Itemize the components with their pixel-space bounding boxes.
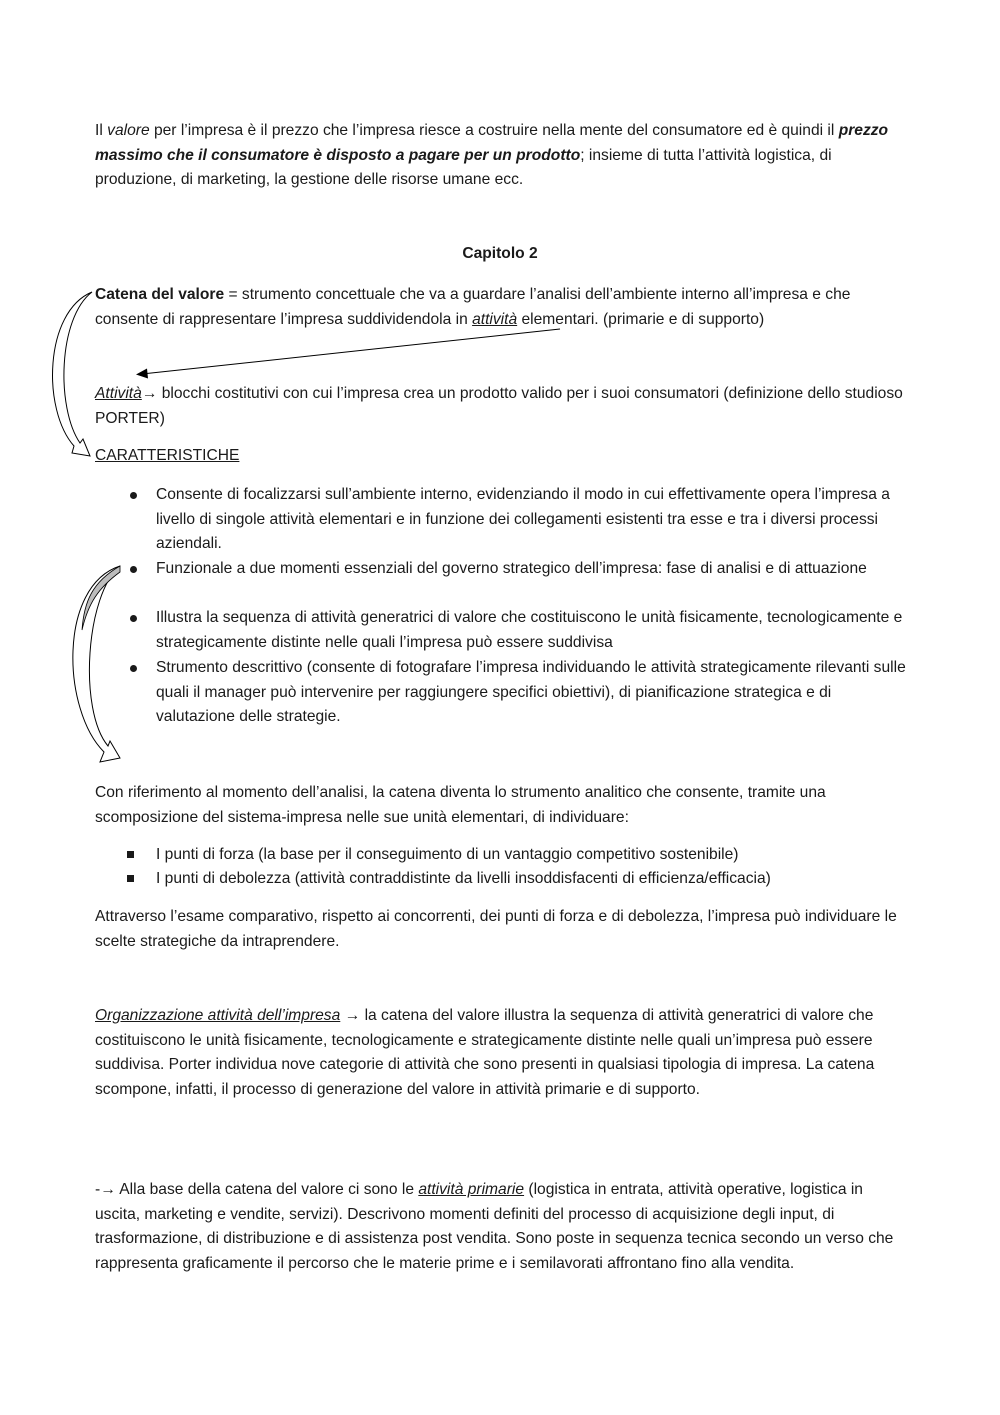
attivita-term: Attività <box>95 385 142 402</box>
catena-text-2: elementari. (primarie e di supporto) <box>517 310 765 328</box>
organizzazione-text: la catena del valore illustra la sequenza di attività generatrici di valore che costituiscono le unità fisicamente, tecnologicamente e strategicamente distinte nelle quali un’impresa può essere suddivisa. Porter individua nove categorie di attività che sono presenti in qualsiasi tipologia di impresa. La catena scompone, infatti, il processo di generazione del valore in attività primarie e di supporto. <box>95 1007 875 1098</box>
primarie-lead: -→ Alla base della catena del valore ci sono le <box>95 1181 419 1198</box>
catena-attivita-word: attività <box>472 310 518 328</box>
intro-text-1: Il <box>95 122 108 139</box>
analisi-paragraph: Con riferimento al momento dell’analisi, la catena diventa lo strumento analitico che consente, tramite una scomposizione del sistema-impresa nelle sue unità elementari, di individuare: <box>95 784 826 826</box>
catena-text-1: = strumento concettuale che va a guardare l’analisi dell’ambiente interno all’impresa e che consente di rappresentare l’impresa suddividendola in <box>95 286 851 328</box>
curved-arrow-icon <box>73 566 120 762</box>
esame-paragraph: Attraverso l’esame comparativo, rispetto ai concorrenti, dei punti di forza e di debolezza, l’impresa può individuare le scelte strategiche da intraprendere. <box>95 908 897 950</box>
organizzazione-term: Organizzazione attività dell’impresa <box>95 1007 341 1024</box>
attivita-text: blocchi costitutivi con cui l’impresa crea un prodotto valido per i suoi consumatori (definizione dello studioso PORTER) <box>95 385 903 427</box>
intro-valore-word: valore <box>107 122 150 139</box>
list-item: I punti di debolezza (attività contraddistinte da livelli insoddisfacenti di efficienza/efficacia) <box>156 870 771 887</box>
primarie-text: (logistica in entrata, attività operative, logistica in uscita, marketing e vendite, servizi). Descrivono momenti definiti del processo di acquisizione degli input, di trasformazione, di distribuzione e di assistenza post vendita. Sono poste in sequenza tecnica secondo un verso che rappresenta graficamente il percorso che le materie prime e i semilavorati affrontano fino alla vendita. <box>95 1181 894 1272</box>
list-item: I punti di forza (la base per il conseguimento di un vantaggio competitivo sostenibile) <box>156 846 739 863</box>
right-arrow-icon: → <box>141 385 158 402</box>
pointer-arrow-icon <box>136 329 560 379</box>
list-item: Illustra la sequenza di attività generatrici di valore che costituiscono le unità fisicamente, tecnologicamente e strategicamente distinte nelle quali l’impresa può essere suddivisa <box>156 609 903 651</box>
list-item: Strumento descrittivo (consente di fotografare l’impresa individuando le attività strategicamente rilevanti sulle quali il manager può intervenire per raggiungere specifici obiettivi), di pianificazione strategica e di valutazione delle strategie. <box>156 659 906 725</box>
caratteristiche-heading: CARATTERISTICHE <box>95 447 240 464</box>
primarie-term: attività primarie <box>418 1181 525 1198</box>
list-item: Funzionale a due momenti essenziali del governo strategico dell’impresa: fase di analisi e di attuazione <box>156 560 867 577</box>
list-item: Consente di focalizzarsi sull’ambiente interno, evidenziando il modo in cui effettivamente opera l’impresa a livello di singole attività elementari e in funzione dei collegamenti esistenti tra esse e tra i diversi processi aziendali. <box>156 486 890 552</box>
intro-text-3: ; insieme di tutta l’attività logistica, di produzione, di marketing, la gestione delle risorse umane ecc. <box>95 146 832 188</box>
chapter-title: Capitolo 2 <box>462 245 538 262</box>
intro-text-2: per l’impresa è il prezzo che l’impresa riesce a costruire nella mente del consumatore ed è quindi il <box>149 122 839 139</box>
curved-arrow-icon <box>53 292 92 456</box>
intro-bold-phrase: prezzo massimo che il consumatore è disposto a pagare per un prodotto <box>95 122 889 164</box>
right-arrow-icon: → <box>340 1007 361 1024</box>
catena-term: Catena del valore <box>95 286 225 303</box>
